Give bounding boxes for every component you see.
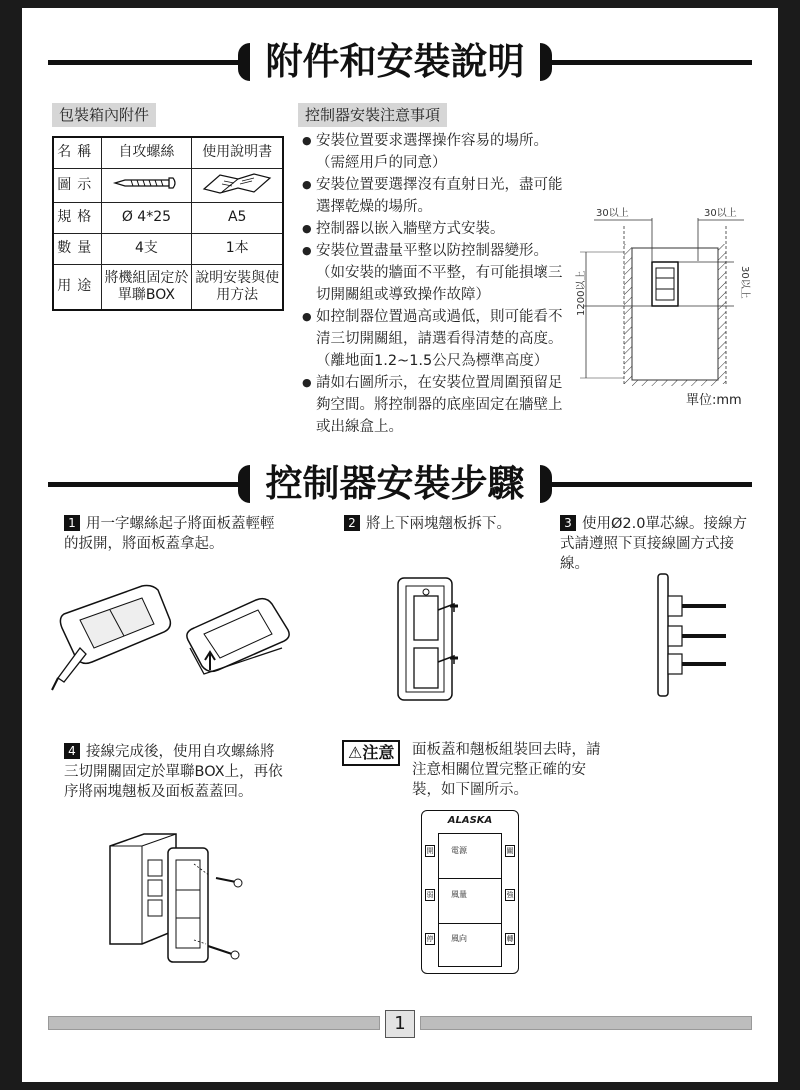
- step-text: 將上下兩塊翹板拆下。: [366, 516, 511, 532]
- note-item: ● 如控制器位置過高或過低，則可能看不清三切開關組，請選看得清楚的高度。（離地面1.2~1.5公尺為標準高度）: [304, 306, 566, 372]
- cell: 4支: [101, 233, 192, 264]
- note-item: ● 安裝位置盡量平整以防控制器變形。（如安裝的牆面不平整，有可能損壞三切開關組或導致操作故障）: [304, 240, 566, 306]
- table-row: [53, 233, 283, 264]
- step-2-illustration: [390, 572, 470, 704]
- stop-key: 停: [426, 935, 434, 943]
- page-number: 1: [385, 1010, 415, 1038]
- caution-text: 面板蓋和翹板組裝回去時，請注意相關位置完整正確的安裝，如下圖所示。: [412, 742, 601, 798]
- cell: 將機組固定於單聯BOX: [101, 264, 192, 310]
- step-number: 2: [344, 515, 360, 531]
- note-item: ● 安裝位置要求選擇操作容易的場所。（需經用戶的同意）: [304, 130, 566, 174]
- step-number: 4: [64, 743, 80, 759]
- switch-panel: [438, 833, 502, 967]
- step-2: [344, 514, 544, 534]
- right-clearance-label: 30以上: [704, 208, 737, 219]
- clearance-diagram: [574, 206, 754, 414]
- step-3-illustration: [654, 570, 734, 700]
- table-row: [53, 137, 283, 168]
- height-clearance-label: 1200以上: [576, 270, 587, 316]
- caution-label: ⚠注意: [342, 740, 400, 766]
- section-header-install-steps: [48, 456, 752, 512]
- cell: Ø 4*25: [101, 202, 192, 233]
- off-key: 關: [506, 847, 514, 855]
- step-number: 1: [64, 515, 80, 531]
- step-3: [560, 514, 756, 574]
- row-label: 圖示: [53, 168, 101, 202]
- rotate-key: 轉: [506, 935, 514, 943]
- step-text: 使用Ø2.0單芯線。接線方式請遵照下頁接線圖方式接線。: [560, 516, 747, 572]
- fan-speed-label: 風量: [451, 890, 467, 899]
- screw-icon: [216, 878, 242, 887]
- note-item: ● 請如右圖所示，在安裝位置周圍預留足夠空間。將控制器的底座固定在牆壁上或出線盒上。: [304, 372, 566, 438]
- unit-label: 單位:mm: [686, 393, 742, 408]
- row-label: 名稱: [53, 137, 101, 168]
- cell: 使用說明書: [192, 137, 283, 168]
- divider: [439, 923, 501, 924]
- row-label: 數量: [53, 233, 101, 264]
- footer-bar-left: [48, 1016, 380, 1030]
- note-item: ● 安裝位置要選擇沒有直射日光，盡可能選擇乾燥的場所。: [304, 174, 566, 218]
- step-4-illustration: [104, 830, 254, 966]
- step-4: [64, 742, 286, 802]
- step-text: 接線完成後，使用自攻螺絲將三切開關固定於單聯BOX上，再依序將兩塊翹板及面板蓋蓋回。: [64, 744, 283, 800]
- cell: 1本: [192, 233, 283, 264]
- strong-key: 強: [506, 891, 514, 899]
- side-clearance-label: 30以上: [739, 266, 750, 299]
- screw-illustration: [101, 168, 192, 202]
- note-item: ● 控制器以嵌入牆壁方式安裝。: [304, 218, 566, 240]
- lifted-cover-icon: [187, 599, 289, 674]
- accessories-table: [52, 136, 284, 311]
- section-title: 控制器安裝步驟: [265, 462, 525, 505]
- manual-book-icon: [200, 171, 274, 195]
- screwdriver-icon: [52, 648, 86, 690]
- section-header-accessories: [48, 34, 752, 90]
- cell: 說明安裝與使用方法: [192, 264, 283, 310]
- control-panel-illustration: [421, 810, 519, 974]
- notes-tag: 控制器安裝注意事項: [298, 103, 447, 127]
- brand-logo: ALASKA: [447, 815, 493, 826]
- cell: A5: [192, 202, 283, 233]
- step-1: [64, 514, 284, 554]
- manual-illustration: [192, 168, 283, 202]
- footer-bar-right: [420, 1016, 752, 1030]
- step-number: 3: [560, 515, 576, 531]
- table-row: [53, 168, 283, 202]
- table-row: [53, 264, 283, 310]
- left-clearance-label: 30以上: [596, 208, 629, 219]
- screw-icon: [208, 946, 239, 959]
- weak-key: 弱: [426, 891, 434, 899]
- table-row: [53, 202, 283, 233]
- cell: 自攻螺絲: [101, 137, 192, 168]
- section-title: 附件和安裝說明: [265, 40, 525, 83]
- row-label: 規格: [53, 202, 101, 233]
- on-key: 開: [426, 847, 434, 855]
- power-label: 電源: [451, 846, 467, 855]
- direction-label: 風向: [451, 934, 467, 943]
- step-1-illustration: [50, 578, 300, 698]
- row-label: 用途: [53, 264, 101, 310]
- accessories-tag: 包裝箱內附件: [52, 103, 156, 127]
- installation-notes: [304, 130, 566, 438]
- screw-icon: [111, 175, 181, 191]
- step-text: 用一字螺絲起子將面板蓋輕輕的扳開，將面板蓋拿起。: [64, 516, 275, 552]
- caution-badge: [342, 740, 422, 766]
- divider: [439, 878, 501, 879]
